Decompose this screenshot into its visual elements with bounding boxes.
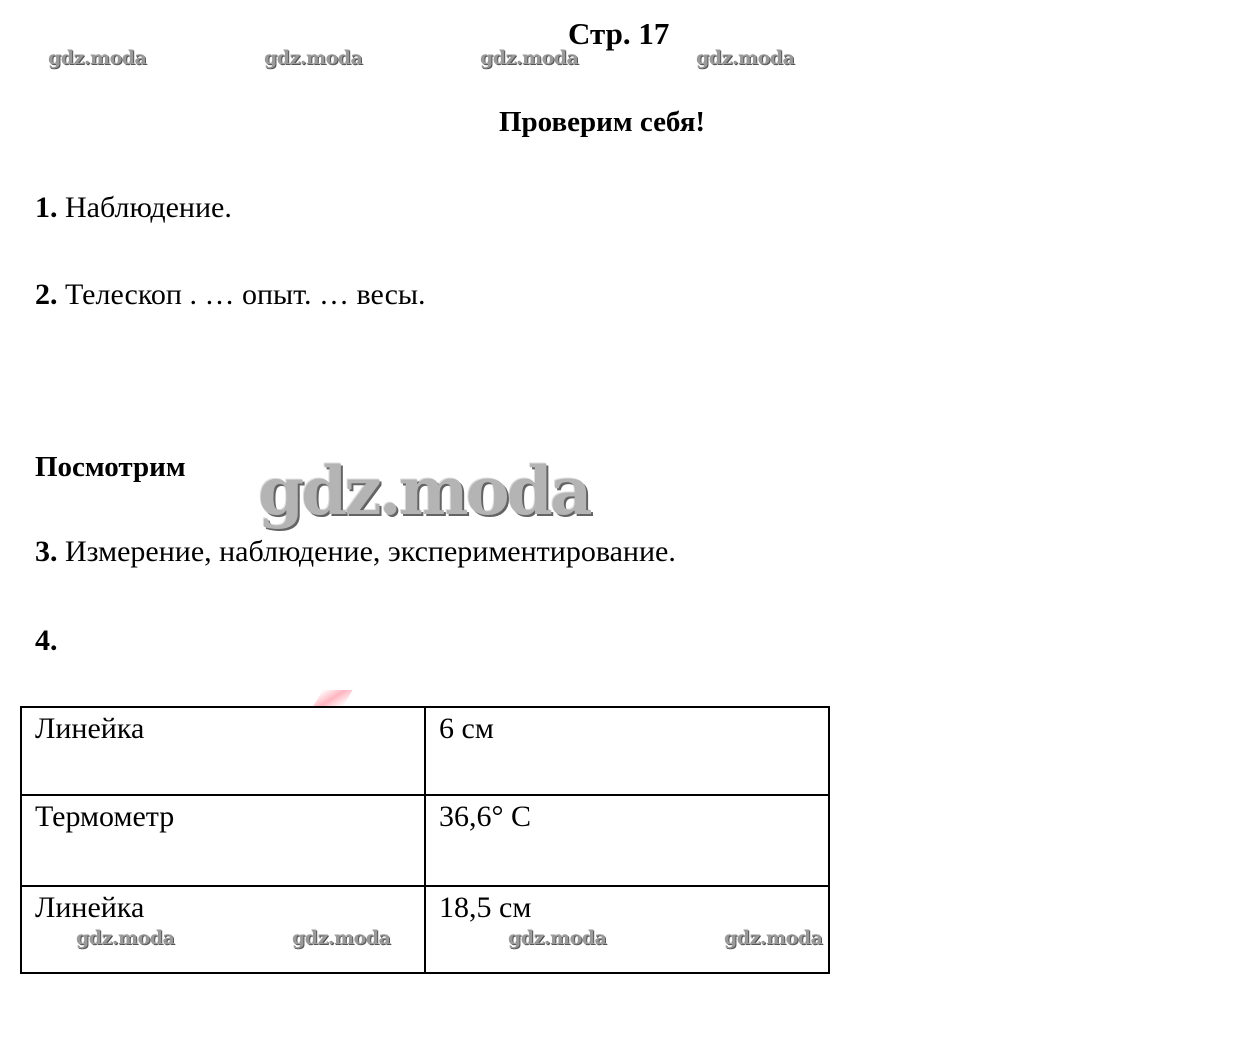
watermark-top-3: gdz.moda [480,47,579,69]
watermark-bottom-1: gdz.moda [76,927,175,949]
answer-3 [35,535,676,569]
answer-number: 3. [35,535,58,568]
watermark-bottom-2: gdz.moda [292,927,391,949]
table-cell-value: 6 см [425,707,829,795]
answer-number: 1. [35,191,58,224]
pink-watermark-mark [313,690,352,706]
table-cell-value: 18,5 см [425,886,829,973]
page-number: Стр. 17 [568,16,670,51]
watermark-top-2: gdz.moda [264,47,363,69]
watermark-bottom-4: gdz.moda [724,927,823,949]
answer-4 [35,624,58,658]
answer-2 [35,278,426,312]
table-cell-instrument: Линейка [21,707,425,795]
answer-1 [35,191,232,225]
table-cell-value: 36,6° C [425,795,829,886]
subheading: Посмотрим [35,451,186,483]
table-cell-instrument: Линейка [21,886,425,973]
table-row [21,707,829,795]
answer-text: Телескоп . … опыт. … весы. [57,278,426,311]
watermark-top-1: gdz.moda [48,47,147,69]
answer-text: Измерение, наблюдение, экспериментирование. [57,535,676,568]
watermark-large: gdz.moda [258,452,590,530]
table-cell-instrument: Термометр [21,795,425,886]
answer-number: 2. [35,278,58,311]
section-title: Проверим себя! [499,106,706,138]
watermark-top-4: gdz.moda [696,47,795,69]
answer-text: Наблюдение. [57,191,232,224]
table-row [21,795,829,886]
answer-number: 4. [35,624,58,657]
watermark-bottom-3: gdz.moda [508,927,607,949]
